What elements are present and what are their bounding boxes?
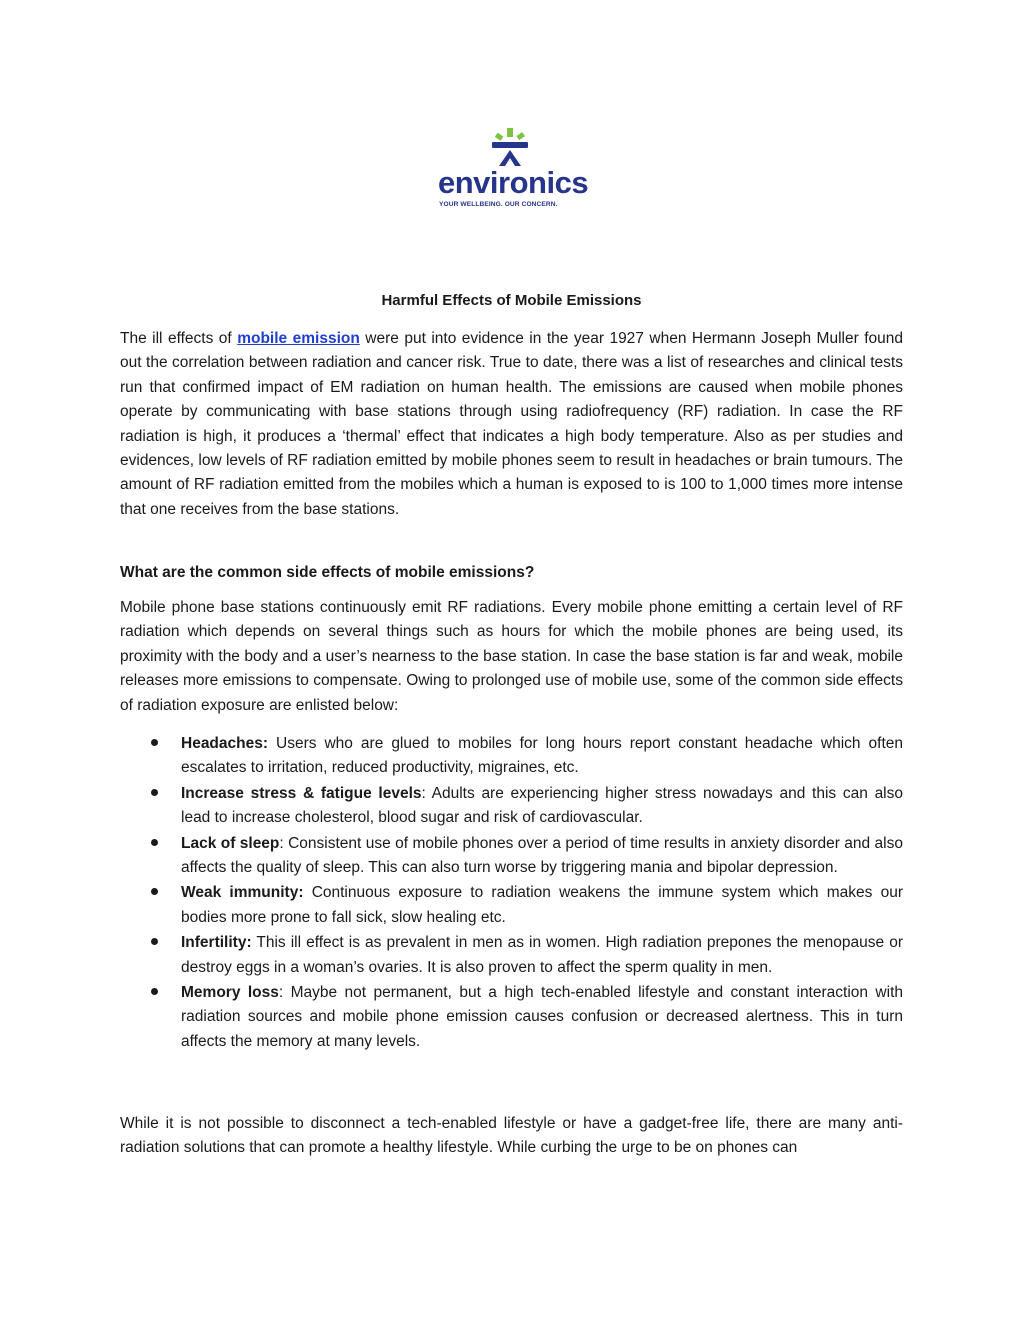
list-item-stress — [120, 782, 903, 831]
list-item-memory — [120, 981, 903, 1054]
mobile-emission-link[interactable]: mobile emission — [237, 330, 360, 347]
list-item-text: This ill effect is as prevalent in men as in women. High radiation prepones the menopause or destroy eggs in a woman’s ovaries. It is also proven to affect the sperm quality in men. — [181, 934, 903, 976]
section-paragraph: Mobile phone base stations continuously emit RF radiations. Every mobile phone emitting a certain level of RF radiation which depends on several things such as hours for which the mobile phones are being used, its proximity with the body and a user’s nearness to the base station. In case the base station is far and weak, mobile releases more emissions to compensate. Owing to prolonged use of mobile use, some of the common side effects of radiation exposure are enlisted below: — [120, 599, 903, 714]
list-item-term: Headaches: — [181, 735, 269, 752]
list-item-term: Increase stress & fatigue levels — [181, 784, 422, 802]
bullet-icon — [151, 739, 158, 746]
list-item-sleep — [120, 832, 903, 881]
list-item-text: Users who are glued to mobiles for long hours report constant headache which often escalates to irritation, reduced productivity, migraines, etc. — [181, 735, 903, 777]
intro-paragraph — [120, 327, 903, 522]
brand-name: environics — [438, 165, 589, 200]
brand-logo — [436, 128, 588, 212]
section-heading: What are the common side effects of mobile emissions? — [120, 564, 535, 581]
list-item-text: : Adults are experiencing higher stress nowadays and this can also lead to increase cholesterol, blood sugar and risk of cardiovascular. — [181, 784, 903, 827]
bullet-icon — [151, 839, 158, 846]
list-item-term: Infertility: — [181, 934, 252, 952]
intro-text-before: The ill effects of — [120, 330, 238, 347]
list-item-headaches — [120, 732, 903, 781]
document-title: Harmful Effects of Mobile Emissions — [381, 292, 642, 309]
bullet-icon — [151, 888, 158, 895]
bullet-icon — [151, 789, 158, 796]
intro-text-after: were put into evidence in the year 1927 when Hermann Joseph Muller found out the correlation between radiation and cancer risk. True to date, there was a list of researches and clinical tests run that confirmed impact of EM radiation on human health. The emissions are caused when mobile phones operate by communicating with base stations through using radiofrequency (RF) radiation. In case the RF radiation is high, it produces a ‘thermal’ effect that indicates a high body temperature. Also as per studies and evidences, low levels of RF radiation emitted by mobile phones seem to result in headaches or brain tumours. The amount of RF radiation emitted from the mobiles which a human is exposed to is 100 to 1,000 times more intense that one receives from the base stations. — [120, 330, 904, 518]
list-item-term: Weak immunity: — [181, 884, 304, 902]
list-item-text: Continuous exposure to radiation weakens the immune system which makes our bodies more prone to fall sick, slow healing etc. — [181, 884, 903, 926]
list-item-term: Lack of sleep — [181, 834, 280, 852]
brand-tagline: YOUR WELLBEING. OUR CONCERN. — [439, 201, 558, 208]
list-item-infertility — [120, 931, 903, 980]
bullet-icon — [151, 938, 158, 945]
list-item-term: Memory loss — [181, 984, 279, 1002]
star-person-icon — [489, 128, 531, 166]
side-effects-list — [120, 732, 903, 1055]
closing-paragraph: While it is not possible to disconnect a tech-enabled lifestyle or have a gadget-free life, there are many anti-radiation solutions that can promote a healthy lifestyle. While curbing the urge to be on phones can — [120, 1115, 903, 1157]
list-item-text: : Consistent use of mobile phones over a period of time results in anxiety disorder and also affects the quality of sleep. This can also turn worse by triggering mania and bipolar depression. — [181, 834, 903, 877]
list-item-immunity — [120, 881, 903, 930]
list-item-text: : Maybe not permanent, but a high tech-enabled lifestyle and constant interaction with radiation sources and mobile phone emission causes confusion or decreased alertness. This in turn affects the memory at many levels. — [181, 984, 903, 1050]
bullet-icon — [151, 988, 158, 995]
